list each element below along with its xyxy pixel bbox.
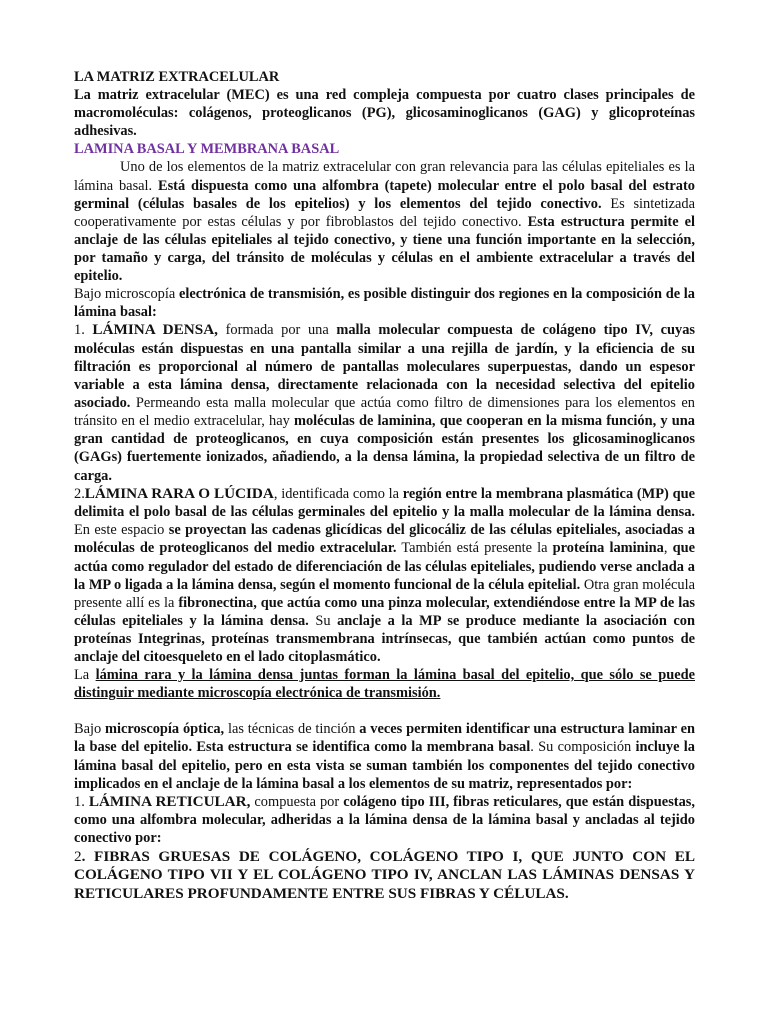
document-page: [74, 68, 695, 903]
intro-paragraph: La matriz extracelular (MEC) es una red compleja compuesta por cuatro clases principales de macromoléculas: colágenos, proteoglicanos (PG), glicosaminoglicanos (GAG) y glicoproteínas adhesivas.: [74, 87, 695, 140]
list-item-lamina-reticular: 1. LÁMINA RETICULAR, compuesta por colágeno tipo III, fibras reticulares, que están dispuestas, como una alfombra molecular, adheridas a la lámina densa de la lámina basal y ancladas al tejido conectivo por:: [74, 792, 695, 847]
paragraph-lamina-basal-summary: La lámina rara y la lámina densa juntas forman la lámina basal del epitelio, que sólo se puede distinguir mediante microscopía electrónica de transmisión.: [74, 667, 695, 702]
list-item-lamina-rara: 2.LÁMINA RARA O LÚCIDA, identificada como la región entre la membrana plasmática (MP) que delimita el polo basal de las células germinales del epitelio y la malla molecular de la lámina densa. En este espacio se proyectan las cadenas glicídicas del glicocáliz de las células epiteliales, asociadas a moléculas de proteoglicanos del medio extracelular. También está presente la proteína laminina, que actúa como regulador del estado de diferenciación de las células epiteliales, pudiendo verse anclada a la MP o ligada a la lámina densa, según el momento funcional de la célula epitelial. Otra gran molécula presente allí es la fibronectina, que actúa como una pinza molecular, extendiéndose entre la MP de las células epiteliales y la lámina densa. Su anclaje a la MP se produce mediante la asociación con proteínas Integrinas, proteínas transmembrana intrínsecas, que también actúan como puntos de anclaje del citoesqueleto en el lado citoplasmático.: [74, 484, 696, 665]
blank-line: [74, 702, 695, 720]
list-item-fibras-gruesas: 2. FIBRAS GRUESAS DE COLÁGENO, COLÁGENO TIPO I, QUE JUNTO CON EL COLÁGENO TIPO VII Y EL COLÁGENO TIPO IV, ANCLAN LAS LÁMINAS DENSAS Y RETICULARES PROFUNDAMENTE ENTRE SUS FIBRAS Y CÉLULAS.: [74, 847, 695, 902]
list-item-lamina-densa: 1. LÁMINA DENSA, formada por una malla molecular compuesta de colágeno tipo IV, cuyas moléculas están dispuestas en una pantalla similar a una rejilla de jardín, y la eficiencia de su filtración es proporcional al número de pantallas moleculares superpuestas, dando un espesor variable a esta lámina densa, directamente relacionada con la necesidad selectiva del epitelio asociado. Permeando esta malla molecular que actúa como filtro de dimensiones para los elementos en tránsito en el medio extracelular, hay moléculas de laminina, que cooperan en la misma función, y una gran cantidad de proteoglicanos, en cuya composición están presentes los glicosaminoglicanos (GAGs) fuertemente ionizados, añadiendo, a la densa lámina, la propiedad selectiva de un filtro de carga.: [74, 321, 696, 484]
paragraph-microscopia-optica: Bajo microscopía óptica, las técnicas de tinción a veces permiten identificar una estructura laminar en la base del epitelio. Esta estructura se identifica como la membrana basal. Su composición incluye la lámina basal del epitelio, pero en esta vista se suman también los componentes del tejido conectivo implicados en el anclaje de la lámina basal a los elementos de su matriz, representados por:: [74, 721, 696, 792]
doc-title: LA MATRIZ EXTRACELULAR: [74, 69, 280, 85]
paragraph-microscopia-electronica: Bajo microscopía electrónica de transmisión, es posible distinguir dos regiones en la composición de la lámina basal:: [74, 286, 695, 321]
section-heading-lamina-basal: LAMINA BASAL Y MEMBRANA BASAL: [74, 141, 340, 158]
paragraph-lamina-basal: Uno de los elementos de la matriz extracelular con gran relevancia para las células epiteliales es la lámina basal. Está dispuesta como una alfombra (tapete) molecular entre el polo basal del estrato germinal (células basales de los epitelios) y los elementos del tejido conectivo. Es sintetizada cooperativamente por estas células y por fibroblastos del tejido conectivo. Esta estructura permite el anclaje de las células epiteliales al tejido conectivo, y tiene una función importante en la selección, por tamaño y carga, del tránsito de moléculas y células en el ambiente extracelular a través del epitelio.: [74, 159, 695, 285]
